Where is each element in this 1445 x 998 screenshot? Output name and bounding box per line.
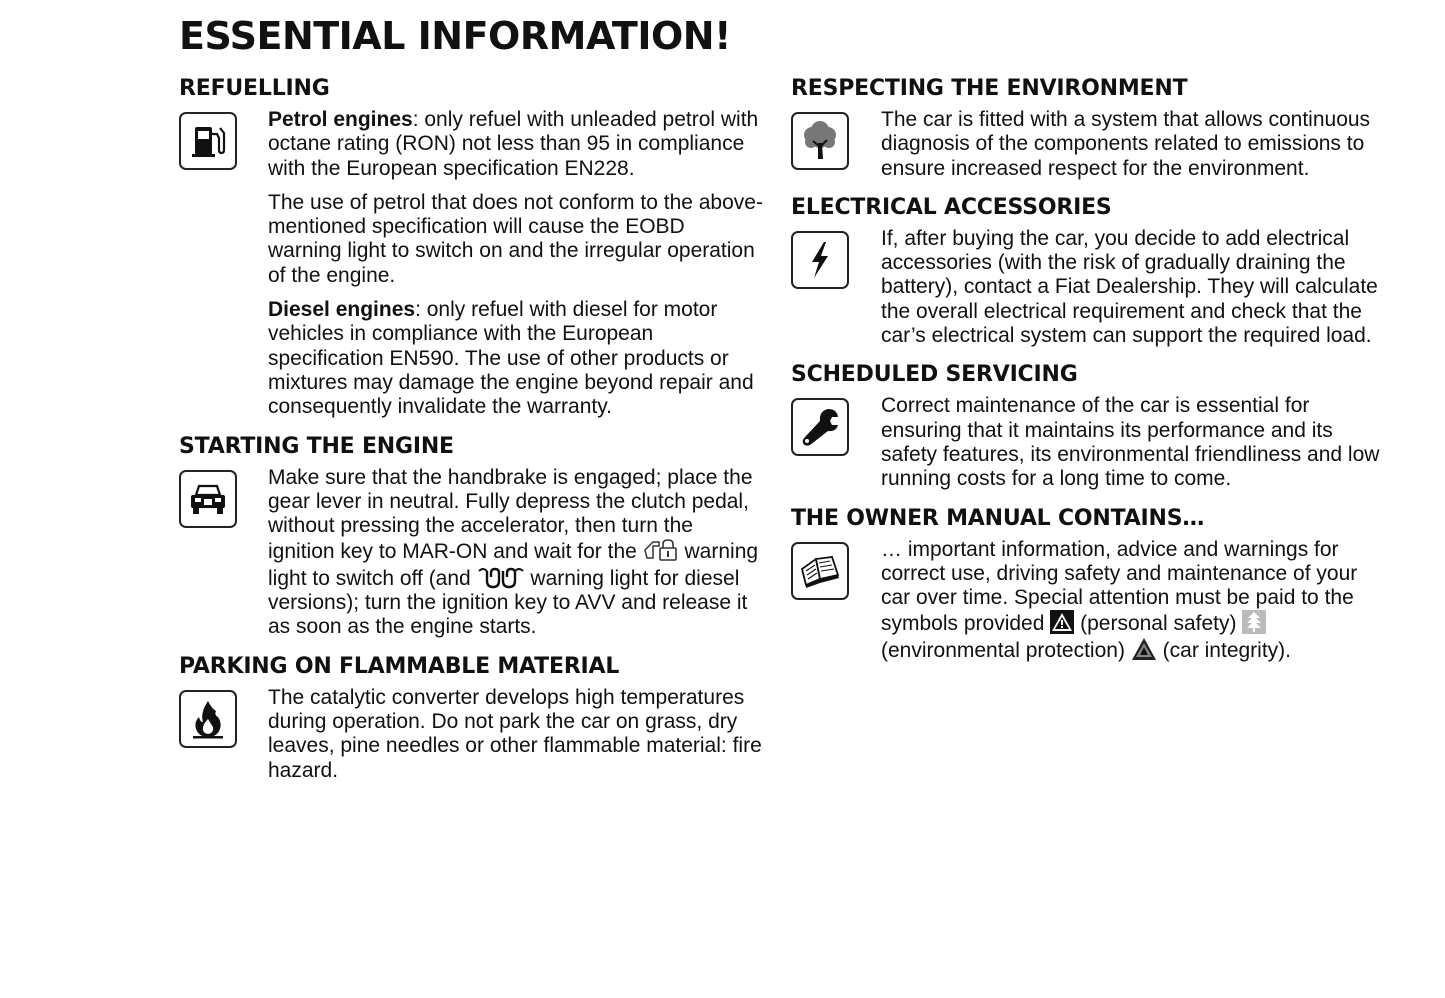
manual-paragraph [881, 538, 1381, 663]
fuel-pump-icon [179, 112, 237, 170]
manual-text-1: … important information, advice and warnings for correct use, driving safety and maintenance of your car over time. Special attention must be paid to the symbols provided [881, 537, 1358, 636]
tree-icon [791, 112, 849, 170]
environment-heading: RESPECTING THE ENVIRONMENT [791, 76, 1188, 101]
servicing-section [791, 362, 1381, 491]
lightning-icon [791, 231, 849, 289]
glow-plug-warning-icon [477, 565, 525, 589]
refuelling-section [179, 76, 764, 420]
parking-text: The catalytic converter develops high temperatures during operation. Do not park the car on grass, dry leaves, pine needles or other flammable material: fire hazard. [268, 685, 762, 782]
immobilizer-warning-icon [643, 538, 679, 562]
environmental-protection-icon [1242, 610, 1266, 634]
diesel-text: : only refuel with diesel for motor vehicles in compliance with the European specification EN590. The use of other products or mixtures may damage the engine beyond repair and consequently invalidate the warranty. [268, 298, 754, 419]
car-integrity-icon [1131, 637, 1157, 661]
personal-safety-icon [1050, 610, 1074, 634]
starting-text-2: warning light to switch off (and [268, 540, 759, 590]
manual-section [791, 506, 1381, 663]
starting-heading: STARTING THE ENGINE [179, 433, 454, 459]
manual-text-2: (personal safety) [1080, 612, 1237, 636]
environment-text: The car is fitted with a system that allows continuous diagnosis of the components related to emissions to ensure increased respect for the environment. [881, 108, 1371, 180]
electrical-section [791, 195, 1381, 348]
page-title: ESSENTIAL INFORMATION! [179, 14, 731, 58]
diesel-paragraph [268, 298, 764, 419]
environment-section [791, 76, 1381, 181]
starting-text-1: Make sure that the handbrake is engaged; place the gear lever in neutral. Fully depress the clutch pedal, without pressing the accelerator, then turn the ignition key to MAR-ON and wait for the [268, 465, 753, 564]
parking-heading: PARKING ON FLAMMABLE MATERIAL [179, 653, 620, 679]
diesel-label: Diesel engines [268, 298, 416, 322]
manual-text-4: (car integrity). [1162, 638, 1291, 662]
electrical-heading: ELECTRICAL ACCESSORIES [791, 194, 1112, 220]
flame-icon [179, 690, 237, 748]
petrol-text: : only refuel with unleaded petrol with octane rating (RON) not less than 95 in compliance with the European specification EN228. [268, 108, 759, 180]
refuelling-heading: REFUELLING [179, 76, 330, 101]
parking-section [179, 654, 764, 783]
left-column [179, 76, 764, 797]
servicing-heading: SCHEDULED SERVICING [791, 362, 1078, 388]
right-column [791, 76, 1381, 677]
petrol-label: Petrol engines [268, 108, 413, 131]
starting-text-3: warning light for diesel versions); turn the ignition key to AVV and release it as soon as the engine starts. [268, 566, 748, 639]
car-front-icon [179, 470, 237, 528]
manual-text-3: (environmental protection) [881, 638, 1125, 662]
petrol-paragraph [268, 108, 764, 181]
petrol-warning: The use of petrol that does not conform to the above-mentioned specification will cause the EOBD warning light to switch on and the irregular operation of the engine. [268, 190, 763, 287]
electrical-text: If, after buying the car, you decide to add electrical accessories (with the risk of gradually draining the battery), contact a Fiat Dealership. They will calculate the overall electrical requirement and check that the car’s electrical system can support the required load. [881, 226, 1378, 348]
starting-paragraph [268, 466, 764, 640]
starting-section [179, 434, 764, 640]
wrench-icon [791, 398, 849, 456]
servicing-text: Correct maintenance of the car is essential for ensuring that it maintains its performance and its safety features, its environmental friendliness and low running costs for a long time to come. [881, 394, 1380, 491]
open-book-icon [791, 542, 849, 600]
manual-heading: THE OWNER MANUAL CONTAINS… [791, 505, 1205, 531]
